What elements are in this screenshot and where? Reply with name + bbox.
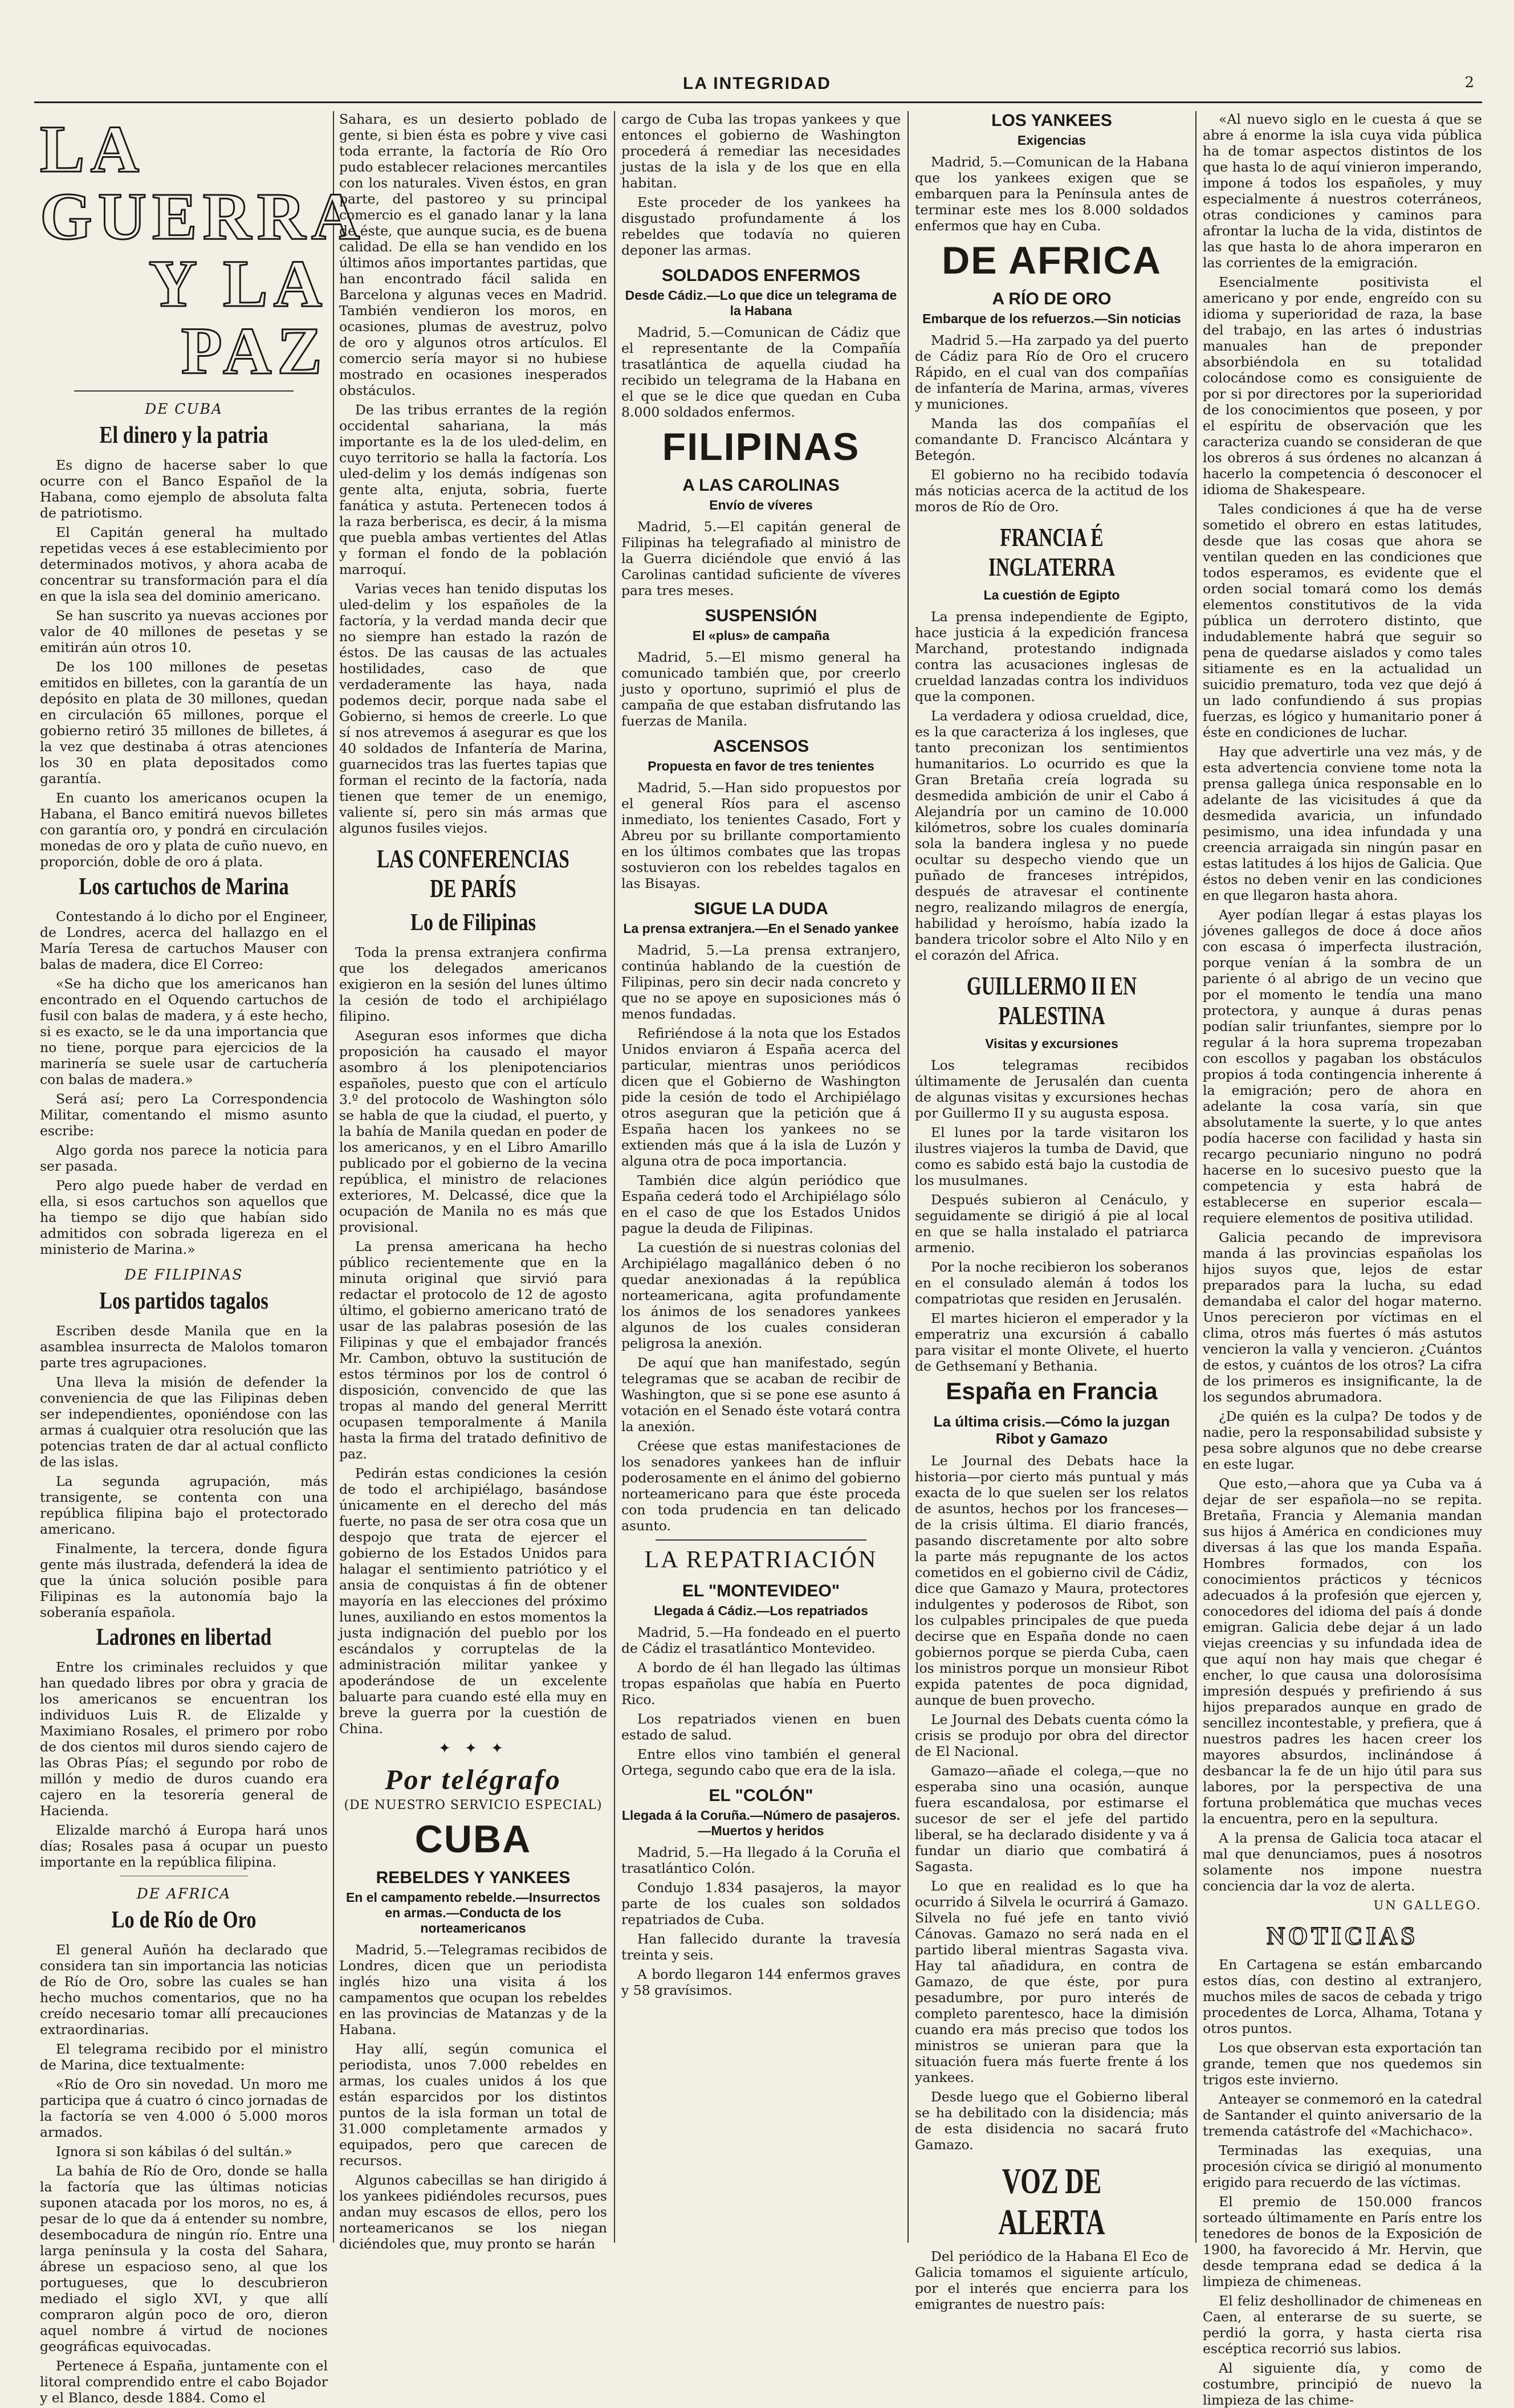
paragraph: Entre ellos vino también el general Ortega, segundo cabo que era de la isla. <box>621 1746 901 1778</box>
subheadline-rio-de-oro: Embarque de los refuerzos.—Sin noticias <box>922 311 1181 326</box>
page-number: 2 <box>1464 74 1474 91</box>
section-de-cuba: DE CUBA <box>145 401 223 417</box>
paragraph: Por la noche recibieron los soberanos en el consulado alemán á todos los compatriotas que residen en Jerusalén. <box>915 1259 1189 1307</box>
paragraph: Los telegramas recibidos últimamente de Jerusalén dan cuenta de algunas visitas y excursiones hechas por Guillermo II y su augusta esposa. <box>915 1057 1189 1121</box>
column-3 <box>621 111 901 2243</box>
paragraph: El telegrama recibido por el ministro de Marina, dice textualmente: <box>40 2041 328 2073</box>
headline-rebeldes: REBELDES Y YANKEES <box>376 1868 571 1887</box>
paragraph: Ayer podían llegar á estas playas los jóvenes gallegos de doce á doce años con escasa ó imperfecta ilustración, porque venían á la sombra de un pariente ó al abrigo de un vecino que por el momento le tendía una mano protectora, y aunque á duras penas podían salir triunfantes, siempre por lo regular á la hora suprema tropezaban con escollos y pagaban los obstáculos propios á toda contingencia inherente á la emigración; pero de ahora en adelante la cosa varía, sin que absolutamente la suerte, y lo que antes podía hacerse con facilidad y hasta sin recargo pecuniario ninguno no podrá hacerse en lo sucesivo puesto que la competencia y esta habrá de establecerse en superior escala—requiere elementos de positiva utilidad. <box>1203 907 1482 1226</box>
paragraph: Pertenece á España, juntamente con el litoral comprendido entre el cabo Bojador y el Blanco, desde 1884. Como el <box>40 2358 328 2406</box>
paragraph: Pedirán estas condiciones la cesión de todo el archipiélago, basándose únicamente en el derecho del más fuerte, no pasa de ser otra cosa que un despojo que trata de ejercer el gobierno de los Estados Unidos para halagar el sentimiento patriótico y el ansia de conquistas á fin de obtener mayoría en las elecciones del próximo lunes, auxiliando en estos momentos la justa indignación del pueblo por los escándalos y corruptelas de la administración militar yankee y apoderándose de un excelente baluarte para cuando esté ella muy en breve la guerra por la cuestión de China. <box>339 1465 607 1737</box>
paragraph: Varias veces han tenido disputas los uled-delim y los españoles de la factoría, y la verdad manda decir que no siempre han estado la razón de éstos. De las causas de las actuales hostilidades, caso de que verdaderamente las haya, nada podemos decir, porque nada sabe el Gobierno, si hemos de creerle. Lo que sí nos atrevemos á asegurar es que los 40 soldados de Infantería de Marina, guarnecidos tras las fuertes tapias que forman el recinto de la factoría, nada tienen que temer de un enemigo, valiente sí, pero sin más armas que algunos fusiles viejos. <box>339 581 607 836</box>
paragraph: Galicia pecando de imprevisora manda á las provincias españolas los hijos suyos que, lejos de estar preparados para la lucha, su edad demandaba el calor del hogar materno. Unos perecieron por víctimas en el clima, otros más fuertes ó más astutos vencieron la valla y vencieron. ¿Cuántos de estos, y cuántos de los otros? La cifra de los primeros es insignificante, la de los segundos abrumadora. <box>1203 1229 1482 1405</box>
paragraph: La segunda agrupación, más transigente, se contenta con una república filipina bajo el protectorado americano. <box>40 1473 328 1537</box>
paragraph: Créese que estas manifestaciones de los senadores yankees han de influir poderosamente en el ánimo del gobierno norteamericano para que éste proceda con toda prudencia en tan delicado asunto. <box>621 1438 901 1534</box>
column-rule <box>614 111 615 2243</box>
subheadline-filipinas: Lo de Filipinas <box>410 910 536 936</box>
paragraph: «Río de Oro sin novedad. Un moro me participa que á cuatro ó cinco jornadas de la factoría se ven 4.000 ó 5.000 moros armados. <box>40 2076 328 2140</box>
subheadline-egipto: La cuestión de Egipto <box>983 588 1120 602</box>
column-rule <box>907 111 909 2243</box>
paragraph: El lunes por la tarde visitaron los ilustres viajeros la tumba de David, que como es sabido está bajo la custodia de los musulmanes. <box>915 1124 1189 1188</box>
subheadline-duda: La prensa extranjera.—En el Senado yankee <box>623 921 899 936</box>
paragraph: Le Journal des Debats hace la historia—por cierto más puntual y más exacta de lo que suelen ser los relatos de asuntos, hechos por los franceses—de la crisis última. El diario francés, pasando discretamente por alto sobre la parte más repugnante de los actos cometidos en el gobierno civil de Cádiz, dice que Gamazo y Maura, protectores indulgentes y poderosos de Ribot, son los culpables principales de que pueda decirse que en España donde no caen gobiernos porque se pierda Cuba, caen los ministros porque un monsieur Ribot expida patentes de poca dignidad, aunque de buen provecho. <box>915 1453 1189 1708</box>
paragraph: Ignora si son kábilas ó del sultán.» <box>56 2144 292 2160</box>
paragraph: De los 100 millones de pesetas emitidos en billetes, con la garantía de un depósito en plata de 30 millones, quedan en circulación 65 millones, porque el gobierno retiró 35 millones de billetes, á la vez que destinaba á otras atenciones los 30 en plata depositados como garantía. <box>40 659 328 787</box>
paragraph: Entre los criminales recluidos y que han quedado libres por obra y gracia de los americanos se encuentran los individuos Luis R. de Elizalde y Maximiano Rosales, el primero por robo de dos cientos mil duros siendo cajero de las Obras Pías; el segundo por robo de millón y medio de duros cuando era cajero en la tesorería general de Hacienda. <box>40 1659 328 1819</box>
paragraph: Aseguran esos informes que dicha proposición ha causado el mayor asombro á los plenipotenciarios españoles, puesto que con el artículo 3.º del protocolo de Washington sólo se habla de que la ciudad, el puerto, y la bahía de Manila quedan en poder de los americanos, y en el Libro Amarillo publicado por el gobierno de la vecina república, el ministro de relaciones exteriores, M. Delcassé, dice que la ocupación de Manila no es más que provisional. <box>339 1028 607 1235</box>
paragraph: El Capitán general ha multado repetidas veces á ese establecimiento por determinados motivos, y ahora acaba de concentrar su transformación para el día en que la isla sea del dominio americano. <box>40 524 328 604</box>
paragraph: Los repatriados vienen en buen estado de salud. <box>621 1711 901 1743</box>
headline-dinero: El dinero y la patria <box>99 422 268 449</box>
paragraph: El gobierno no ha recibido todavía más noticias acerca de la actitud de los moros de Río de Oro. <box>915 467 1189 515</box>
paragraph: Desde luego que el Gobierno liberal se ha debilitado con la disidencia; más de esta disidencia no sacará fruto Gamazo. <box>915 2089 1189 2153</box>
paragraph: Hay que advertirle una vez más, y de esta advertencia conviene tome nota la prensa gallega única responsable en lo adelante de las vicisitudes á que da desmedida avaricia, un infundado pesimismo, una idea infundada y una creencia arraigada sin ningún pasar en estas latitudes á los hijos de Galicia. Que éstos no deben venir en las condiciones en que llegaron hasta ahora. <box>1203 744 1482 903</box>
paragraph: Condujo 1.834 pasajeros, la mayor parte de los cuales son soldados repatriados de Cuba. <box>621 1880 901 1928</box>
paragraph: Madrid, 5.—Ha fondeado en el puerto de Cádiz el trasatlántico Montevideo. <box>621 1624 901 1656</box>
paragraph: Contestando á lo dicho por el Engineer, de Londres, acerca del hallazgo en el María Teresa de cartuchos Mauser con balas de madera, dice El Correo: <box>40 908 328 972</box>
paragraph: Tales condiciones á que ha de verse sometido el obrero en estas latitudes, desde que las cosas que ahora se ventilan queden en las condiciones que todos esperamos, es evidente que el orden social tomará como los demás elementos constitutivos de la vida pública un derrotero distinto, que indudablemente habrá que seguir so pena de quedarse aislados y como tales sitiamente es en la actualidad un suicidio prematuro, toda vez que dejó á un lado confundiendo á sus propias fuerzas, es lógico y humanitario poner á éste en condiciones de luchar. <box>1203 501 1482 740</box>
paragraph: Lo que en realidad es lo que ha ocurrido á Silvela le ocurrirá á Gamazo. Silvela no fué jefe en tanto vivió Cánovas. Gamazo no será nada en el partido liberal mientras Sagasta viva. Hay tal añadidura, en contra de Gamazo, de que éste, por pura pesadumbre, por puro interés de completo parentesco, hace la dimisión cuando era más preciso que todos los ministros se unieran para que la situación fuera más fuerte frente á los yankees. <box>915 1878 1189 2085</box>
headline-carolinas: A LAS CAROLINAS <box>682 476 840 495</box>
paragraph: Madrid, 5.—El capitán general de Filipinas ha telegrafiado al ministro de la Guerra diciéndole que envió á las Carolinas cantidad suficiente de víveres para tres meses. <box>621 519 901 598</box>
paragraph: Madrid, 5.—Han sido propuestos por el general Ríos para el ascenso inmediato, los tenientes Casado, Fort y Abreu por su brillante comportamiento en los últimos combates que las tropas sostuvieron con los rebeldes tagalos en las Bisayas. <box>621 780 901 891</box>
paragraph: Esencialmente positivista el americano y por ende, engreído con su idioma y superioridad de raza, la base del trabajo, en las artes ó industrias manuales han de preponder absorbiéndola en su totalidad colocándose como es consiguiente de por si por directores por la superioridad de los conocimientos que poseen, y por el espíritu de observación que les caracteriza cuando se consideran de que los obreros á sus órdenes no alcanzan á hacerlo la competencia ó desconocer el idioma de Shakespeare. <box>1203 274 1482 498</box>
subheadline-carolinas: Envío de víveres <box>709 498 813 512</box>
divider <box>656 1539 866 1541</box>
paragraph: A bordo llegaron 144 enfermos graves y 58 gravísimos. <box>621 1966 901 1998</box>
headline-ascensos: ASCENSOS <box>713 737 809 756</box>
column-rule <box>333 111 334 2243</box>
paragraph: Madrid 5.—Ha zarpado ya del puerto de Cádiz para Río de Oro el crucero Rápido, en el cual van dos compañías de infantería de Marina, armas, víveres y municiones. <box>915 332 1189 412</box>
paragraph: El martes hicieron el emperador y la emperatriz una excursión á caballo para visitar el monte Olivete, el huerto de Gethsemaní y Bethania. <box>915 1310 1189 1374</box>
column-2 <box>339 111 607 2252</box>
paragraph: El feliz deshollinador de chimeneas en Caen, al enterarse de su suerte, se perdió la gorra, y hasta cierta risa escéptica recorrió sus labios. <box>1203 2293 1482 2357</box>
banner-subtitle: (DE NUESTRO SERVICIO ESPECIAL) <box>344 1798 603 1812</box>
paragraph: Manda las dos compañías el comandante D. Francisco Alcántara y Betegón. <box>915 415 1189 463</box>
paragraph: Después subieron al Cenáculo, y seguidamente se dirigió á pie al local en que se halla instalado el patriarca armenio. <box>915 1192 1189 1256</box>
column-rule <box>1195 111 1196 2243</box>
headline-yankees: LOS YANKEES <box>991 111 1112 130</box>
paragraph: Este proceder de los yankees ha disgustado profundamente á los rebeldes que todavía no quieren deponer las armas. <box>621 194 901 258</box>
paragraph: En Cartagena se están embarcando estos días, con destino al extranjero, muchos miles de sacos de cebada y trigo procedentes de Lorca, Alhama, Totana y otros puntos. <box>1203 1957 1482 2036</box>
paragraph: Algo gorda nos parece la noticia para ser pasada. <box>40 1142 328 1174</box>
paragraph: Hay allí, según comunica el periodista, unos 7.000 rebeldes en armas, los cuales unidos á los que están esparcidos por los distintos puntos de la isla forman un total de 31.000 completamente armados y equipados, pero que carecen de recursos. <box>339 2041 607 2169</box>
paragraph: Madrid, 5.—Comunican de Cádiz que el representante de la Compañía trasatlántica de aquella ciudad ha recibido un telegrama de la Habana en el que se le dice que quedan en Cuba 8.000 soldados enfermos. <box>621 324 901 420</box>
paragraph: Refiriéndose á la nota que los Estados Unidos enviaron á España acerca del particular, mientras unos periódicos dicen que el Gobierno de Washington pide la cesión de todo el Archipiélago otros aseguran que la petición que á España hacen los yankees no se extienden más que á la isla de Luzón y alguna otra de poca importancia. <box>621 1025 901 1169</box>
subheadline-visitas: Visitas y excursiones <box>985 1036 1118 1051</box>
headline-partidos: Los partidos tagalos <box>99 1288 268 1314</box>
paragraph: Terminadas las exequias, una procesión cívica se dirigió al monumento erigido para recuerdo de las víctimas. <box>1203 2142 1482 2190</box>
paragraph: Han fallecido durante la travesía treinta y seis. <box>621 1931 901 1963</box>
headline-montevideo: EL "MONTEVIDEO" <box>682 1582 840 1600</box>
section-de-filipinas: DE FILIPINAS <box>124 1266 243 1283</box>
headline-repatriacion: LA REPATRIACIÓN <box>644 1547 878 1573</box>
paragraph: La bahía de Río de Oro, donde se halla la factoría que las últimas noticias suponen atacada por los moros, no es, á pesar de lo que da á entender su nombre, desembocadura de ningún río. Entre una larga península y la costa del Sahara, ábrese un espacioso seno, al que los portugueses, que lo descubrieron mediado el siglo XVI, y que allí compraron algún poco de oro, dieron aquel nombre á virtud de nociones geográficas equivocadas. <box>40 2163 328 2354</box>
headline-rio-de-oro: Lo de Río de Oro <box>111 1907 257 1933</box>
banner-por-telegrafo: Por telégrafo <box>385 1763 561 1795</box>
headline-filipinas: FILIPINAS <box>662 425 860 468</box>
headline-cartuchos: Los cartuchos de Marina <box>79 874 289 900</box>
paragraph: Le Journal des Debats cuenta cómo la crisis se produjo por obra del director de El Nacional. <box>915 1712 1189 1759</box>
subheadline-ascensos: Propuesta en favor de tres tenientes <box>648 759 874 773</box>
column-1 <box>40 111 366 2406</box>
paragraph: Madrid, 5.—El mismo general ha comunicado también que, por creerlo justo y oportuno, suprimió el plus de campaña de que estaban disfrutando las fuerzas de Manila. <box>621 649 901 729</box>
paragraph: Toda la prensa extranjera confirma que los delegados americanos exigieron en la sesión del lunes último la cesión de todo el archipiélago filipino. <box>339 944 607 1024</box>
paragraph: Madrid, 5.—Comunican de la Habana que los yankees exigen que se embarquen para la Península antes de terminar este mes los 8.000 soldados enfermos que hay en Cuba. <box>915 154 1189 234</box>
paragraph: De aquí que han manifestado, según telegramas que se acaban de recibir de Washington, que si se pone ese asunto á votación en el Senado éste votará contra la anexión. <box>621 1355 901 1435</box>
subheadline-yankees: Exigencias <box>1017 133 1086 148</box>
headline-noticias: NOTICIAS <box>1267 1922 1418 1950</box>
paragraph: Madrid, 5.—La prensa extranjero, continúa hablando de la cuestión de Filipinas, pero sin decir nada concreto y que no se apoye en suposiciones más ó menos fundadas. <box>621 942 901 1022</box>
paragraph: Sahara, es un desierto poblado de gente, si bien ésta es pobre y vive casi toda errante, la factoría de Río Oro pudo establecer relaciones mercantiles con los naturales. Viven éstos, en gran parte, del pastoreo y su principal comercio es el ganado lanar y la lana de éste, que aunque sucia, es de buena calidad. De ella se han vendido en los últimos años importantes partidas, que han encontrado fácil salida en Barcelona y algunas veces en Madrid. También vendieron los moros, en ocasiones, plumas de avestruz, polvo de oro y algunos otros artículos. El comercio sería mayor si no hubiese mostrado en ocasiones inesperados obstáculos. <box>339 111 607 398</box>
headline-espana-francia: España en Francia <box>946 1378 1158 1404</box>
masthead-line-2: Y LA PAZ <box>148 246 328 388</box>
paragraph: Anteayer se conmemoró en la catedral de Santander el quinto aniversario de la tremenda catástrofe del «Machichaco». <box>1203 2091 1482 2139</box>
headline-cuba: CUBA <box>414 1818 532 1861</box>
paragraph: Los que observan esta exportación tan grande, temen que nos quedemos sin trigos este invierno. <box>1203 2040 1482 2088</box>
paragraph: Elizalde marchó á Europa hará unos días; Rosales pasa á ocupar un puesto importante en la república filipina. <box>40 1822 328 1870</box>
paragraph: ¿De quién es la culpa? De todos y de nadie, pero la responsabilidad subsiste y pesa sobre algunos que no debe crearse en este lugar. <box>1203 1408 1482 1472</box>
running-header: LA INTEGRIDAD <box>683 74 831 93</box>
paragraph: Gamazo—añade el colega,—que no esperaba sino una ocasión, aunque fuera escandalosa, por estimarse el sucesor de ser el jefe del partido liberal, se ha declarado disidente y va á fundar un diario que combatirá á Sagasta. <box>915 1763 1189 1875</box>
signature: UN GALLEGO. <box>1373 1898 1482 1912</box>
subheadline-rebeldes: En el campamento rebelde.—Insurrectos en armas.—Conducta de los norteamericanos <box>345 1890 601 1936</box>
headline-francia-inglaterra: FRANCIA É INGLATERRA <box>988 523 1116 581</box>
masthead-line-1: LA GUERRA <box>40 112 366 254</box>
headline-colon: EL "COLÓN" <box>709 1786 813 1805</box>
headline-ladrones: Ladrones en libertad <box>96 1624 272 1651</box>
subheadline-suspension: El «plus» de campaña <box>692 628 830 643</box>
headline-a-rio-de-oro: A RÍO DE ORO <box>992 290 1112 308</box>
paragraph: Será así; pero La Correspondencia Militar, comentando el mismo asunto escribe: <box>40 1091 328 1139</box>
column-4 <box>915 111 1189 2312</box>
headline-voz-de-alerta: VOZ DE ALERTA <box>998 2161 1105 2242</box>
ornament: ✦ ✦ ✦ <box>438 1740 508 1757</box>
paragraph: cargo de Cuba las tropas yankees y que entonces el gobierno de Washington procederá á remediar las necesidades justas de la isla y de los que en ella habitan. <box>621 111 901 191</box>
paragraph: Madrid, 5.—Ha llegado á la Coruña el trasatlántico Colón. <box>621 1844 901 1876</box>
paragraph: Es digno de hacerse saber lo que ocurre con el Banco Español de la Habana, como ejemplo de absoluta falta de patriotismo. <box>40 457 328 521</box>
paragraph: También dice algún periódico que España cederá todo el Archipiélago sólo en el caso de que los Estados Unidos pague la deuda de Filipinas. <box>621 1172 901 1236</box>
headline-conferencias: LAS CONFERENCIAS DE PARÍS <box>377 844 569 903</box>
paragraph: A bordo de él han llegado las últimas tropas españolas que había en Puerto Rico. <box>621 1660 901 1708</box>
paragraph: Se han suscrito ya nuevas acciones por valor de 40 millones de pesetas y se emitirán aún otros 10. <box>40 608 328 655</box>
paragraph: La prensa americana ha hecho público recientemente que en la minuta original que sirvió para redactar el protocolo de 12 de agosto último, el gobierno americano trató de usar de las palabras posesión de las Filipinas y que el embajador francés Mr. Cambon, obtuvo la sustitución de estos términos por los de control ó disposición, convencido de que las tropas al mando del general Merritt ocupasen temporalmente á Manila hasta la firma del tratado definitivo de paz. <box>339 1238 607 1462</box>
paragraph: El premio de 150.000 francos sorteado últimamente en París entre los tenedores de bonos de la Exposición de 1900, ha favorecido á Mr. Hervin, que desde temprana edad se dedica á la limpieza de chimeneas. <box>1203 2194 1482 2289</box>
subheadline-montevideo: Llegada á Cádiz.—Los repatriados <box>654 1603 868 1618</box>
subheadline-soldados: Desde Cádiz.—Lo que dice un telegrama de la Habana <box>625 288 897 318</box>
paragraph: Madrid, 5.—Telegramas recibidos de Londres, dicen que un periodista inglés hizo una visita á los campamentos que ocupan los rebeldes en las provincias de Matanzas y de la Habana. <box>339 1942 607 2038</box>
headline-de-africa: DE AFRICA <box>942 239 1162 282</box>
paragraph: Del periódico de la Habana El Eco de Galicia tomamos el siguiente artículo, por el interés que encierra para los emigrantes de nuestro país: <box>915 2248 1189 2312</box>
paragraph: La prensa independiente de Egipto, hace justicia á la expedición francesa Marchand, protestando indignada contra las acusaciones inglesas de crueldad lanzadas contra los individuos que la componen. <box>915 609 1189 704</box>
divider <box>74 390 294 392</box>
paragraph: Algunos cabecillas se han dirigido á los yankees pidiéndoles recursos, pues andan muy escasos de ellos, pero los norteamericanos se los niegan diciéndoles que, muy pronto se harán <box>339 2172 607 2252</box>
subheadline-colon: Llegada á la Coruña.—Número de pasajeros.—Muertos y heridos <box>621 1808 901 1838</box>
paragraph: Al siguiente día, y como de costumbre, principió de nuevo la limpieza de las chime- <box>1203 2360 1482 2408</box>
paragraph: El general Auñón ha declarado que considera tan sin importancia las noticias de Río de Oro, sobre las cuales se han hecho muchos comentarios, que no ha creído necesario tomar allí precauciones extraordinarias. <box>40 1942 328 2038</box>
headline-soldados: SOLDADOS ENFERMOS <box>661 266 861 285</box>
headline-suspension: SUSPENSIÓN <box>705 606 817 625</box>
section-de-africa: DE AFRICA <box>136 1885 231 1902</box>
paragraph: «Al nuevo siglo en le cuesta á que se abre á enorme la isla cuya vida pública ha de tomar aspectos distintos de los que hasta lo de aquí vinieron imperando, impone á todos los españoles, y muy especialmente á nuestros coterráneos, otras condiciones y caminos para afrontar la lucha de la vida, distintos de las que hasta lo de ahora imperaron en las corrientes de la emigración. <box>1203 111 1482 271</box>
paragraph: La verdadera y odiosa crueldad, dice, es la que caracteriza á los ingleses, que tanto preconizan los sentimientos humanitarios. Lo ocurrido es que la Gran Bretaña creía lograda su desmedida ambición de unir el Cabo á Alejandría por un camino de 10.000 kilómetros, sobre los cuales dominaría sola la bandera inglesa y no puede ocultar su despecho viendo que un puñado de franceses intrépidos, después de atravesar el continente negro, realizando milagros de energía, habilidad y heroísmo, había izado la bandera tricolor sobre el Alto Nilo y en el corazón del Africa. <box>915 708 1189 963</box>
paragraph: De las tribus errantes de la región occidental sahariana, la más importante es la de los uled-delim, en cuyo territorio se halla la factoría. Los uled-delim y los demás indígenas son gente alta, enjuta, sobria, fuerte fanática y astuta. Pertenecen todos á la raza berberisca, es decir, á la misma que puebla ambas vertientes del Atlas y forman el fondo de la población marroquí. <box>339 402 607 577</box>
headline-guillermo: GUILLERMO II EN PALESTINA <box>966 971 1137 1030</box>
paragraph: Finalmente, la tercera, donde figura gente más ilustrada, defenderá la idea de que la única solución posible para Filipinas es la autonomía bajo la soberanía española. <box>40 1541 328 1620</box>
paragraph: En cuanto los americanos ocupen la Habana, el Banco emitirá nuevos billetes con garantía oro, y pondrá en circulación monedas de oro y plata de cuño nuevo, en proporción, doble de oro á plata. <box>40 790 328 870</box>
paragraph: «Se ha dicho que los americanos han encontrado en el Oquendo cartuchos de fusil con balas de madera, y á este hecho, si es exacto, se le da una importancia que no tiene, porque para ejercicios de la marinería se suele usar de cartuchería con balas de madera.» <box>40 976 328 1087</box>
header-rule <box>34 101 1482 103</box>
paragraph: Que esto,—ahora que ya Cuba va á dejar de ser española—no se repita. Bretaña, Francia y Alemania mandan sus hijos á América en condiciones muy diversas á las que los manda España. Hombres formados, con los conocimientos prácticos y técnicos adecuados á la profesión que ejercen y, conocedores del idioma del país á donde emigran. Galicia debe dejar á un lado viejas creencias y su infundada idea de que aquí non hay mais que chegar é encher, lo que causa una dolorosísima impresión después y prefiriendo á sus hijos preparados aunque en grado de sencillez incontestable, y prefiera, que á nuestros padres les hacen creer los mayores absurdos, inclinándose á desbancar la fe de un hijo útil para sus labores, por la perspectiva de una fortuna problemática que muchas veces la encuentra, pero en la sepultura. <box>1203 1476 1482 1827</box>
headline-sigue-la-duda: SIGUE LA DUDA <box>694 899 828 918</box>
paragraph: Una lleva la misión de defender la conveniencia de que las Filipinas deben ser independientes, oponiéndose con las armas á cualquier otra resolución que las potencias traten de dar al actual conflicto de las islas. <box>40 1374 328 1470</box>
subheadline-crisis: La última crisis.—Cómo la juzgan Ribot y Gamazo <box>933 1413 1170 1447</box>
paragraph: La cuestión de si nuestras colonias del Archipiélago magallánico deben ó no quedar anexionadas á la república norteamericana, agita profundamente los ánimos de los senadores yankees algunos de los cuales consideran peligrosa la anexión. <box>621 1240 901 1351</box>
paragraph: A la prensa de Galicia toca atacar el mal que denunciamos, pues á nosotros solamente nos impone nuestra conciencia dar la voz de alerta. <box>1203 1830 1482 1894</box>
paragraph: Escriben desde Manila que en la asamblea insurrecta de Malolos tomaron parte tres agrupaciones. <box>40 1323 328 1371</box>
paragraph: Pero algo puede haber de verdad en ella, si esos cartuchos son aquellos que ha tiempo se dijo que habían sido admitidos con sobrada ligereza en el ministerio de Marina.» <box>40 1177 328 1257</box>
column-5 <box>1203 111 1482 2408</box>
